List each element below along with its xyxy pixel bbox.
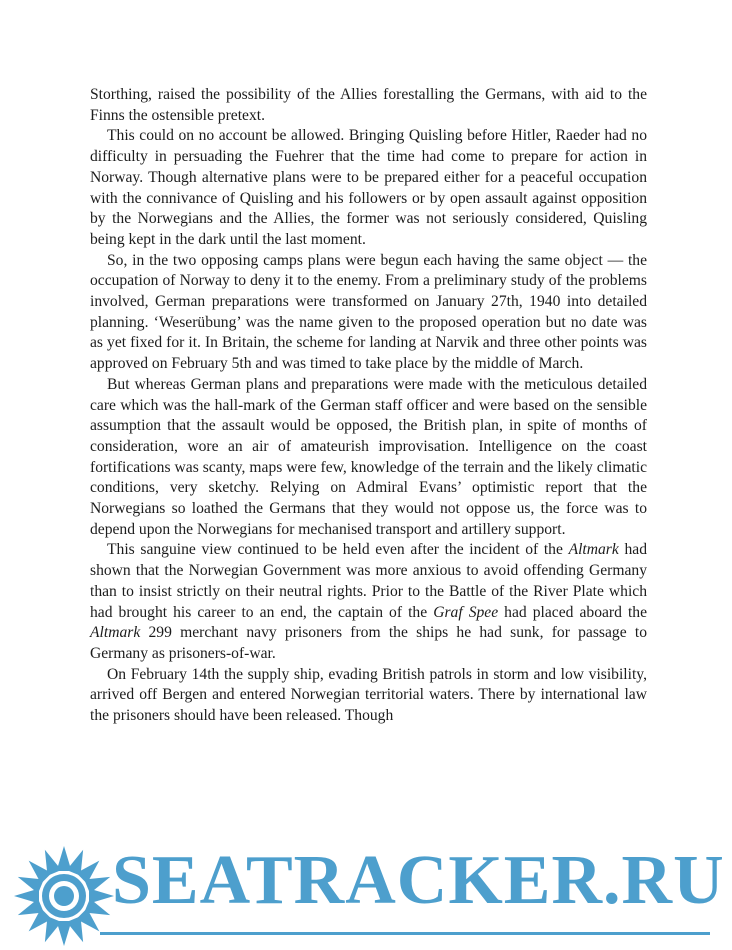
text-segment: On February 14th the supply ship, evading British patrols in storm and low visibility, arrived off Bergen and entered Norwegian territorial waters. There by international law the prisoners should have been released. Though xyxy=(90,665,647,725)
ship-name-italic: Graf Spee xyxy=(433,603,499,621)
text-segment: So, in the two opposing camps plans were begun each having the same object — the occupation of Norway to deny it to the enemy. From a preliminary study of the problems involved, German preparations were transformed on January 27th, 1940 into detailed planning. ‘Weserübung’ was the name given to the proposed operation but no date was as yet fixed for it. In Britain, the scheme for landing at Narvik and three other points was approved on February 5th and was timed to take place by the middle of March. xyxy=(90,251,647,373)
paragraph xyxy=(90,85,647,126)
watermark-text: SEATRACKER.RU xyxy=(112,842,725,919)
paragraph xyxy=(90,665,647,727)
text-segment: This sanguine view continued to be held even after the incident of the xyxy=(107,541,569,559)
watermark-underline xyxy=(100,932,710,935)
text-segment: 299 merchant navy prisoners from the ships he had sunk, for passage to Germany as prisoners-of-war. xyxy=(90,624,647,662)
paragraph xyxy=(90,540,647,664)
text-segment: This could on no account be allowed. Bringing Quisling before Hitler, Raeder had no difficulty in persuading the Fuehrer that the time had come to prepare for action in Norway. Though alternative plans were to be prepared either for a peaceful occupation with the connivance of Quisling and his followers or by open assault against opposition by the Norwegians and the Allies, the former was not seriously considered, Quisling being kept in the dark until the last moment. xyxy=(90,127,647,248)
text-segment: But whereas German plans and preparations were made with the meticulous detailed care which was the hall-mark of the German staff officer and were based on the sensible assumption that the assault would be opposed, the British plan, in spite of months of consideration, wore an air of amateurish improvisation. Intelligence on the coast fortifications was scanty, maps were few, knowledge of the terrain and the likely climatic conditions, very sketchy. Relying on Admiral Evans’ optimistic report that the Norwegians so loathed the Germans that they would not oppose us, the force was to depend upon the Norwegians for mechanised transport and artillery support. xyxy=(90,375,647,538)
watermark xyxy=(0,838,732,947)
ship-name-italic: Altmark xyxy=(568,541,619,559)
ship-name-italic: Altmark xyxy=(90,624,141,642)
text-segment: Storthing, raised the possibility of the Allies forestalling the Germans, with aid to the Finns the ostensible pretext. xyxy=(90,86,647,124)
paragraph xyxy=(90,126,647,250)
paragraph xyxy=(90,251,647,375)
page-text xyxy=(90,85,647,727)
text-segment: had placed aboard the xyxy=(498,603,648,621)
paragraph xyxy=(90,375,647,541)
text-segment: had shown that the Norwegian Government was more anxious to avoid offending Germany than to insist strictly on their neutral rights. Prior to the Battle of the River Plate which had brought his career to an end, the captain of the xyxy=(90,541,647,621)
